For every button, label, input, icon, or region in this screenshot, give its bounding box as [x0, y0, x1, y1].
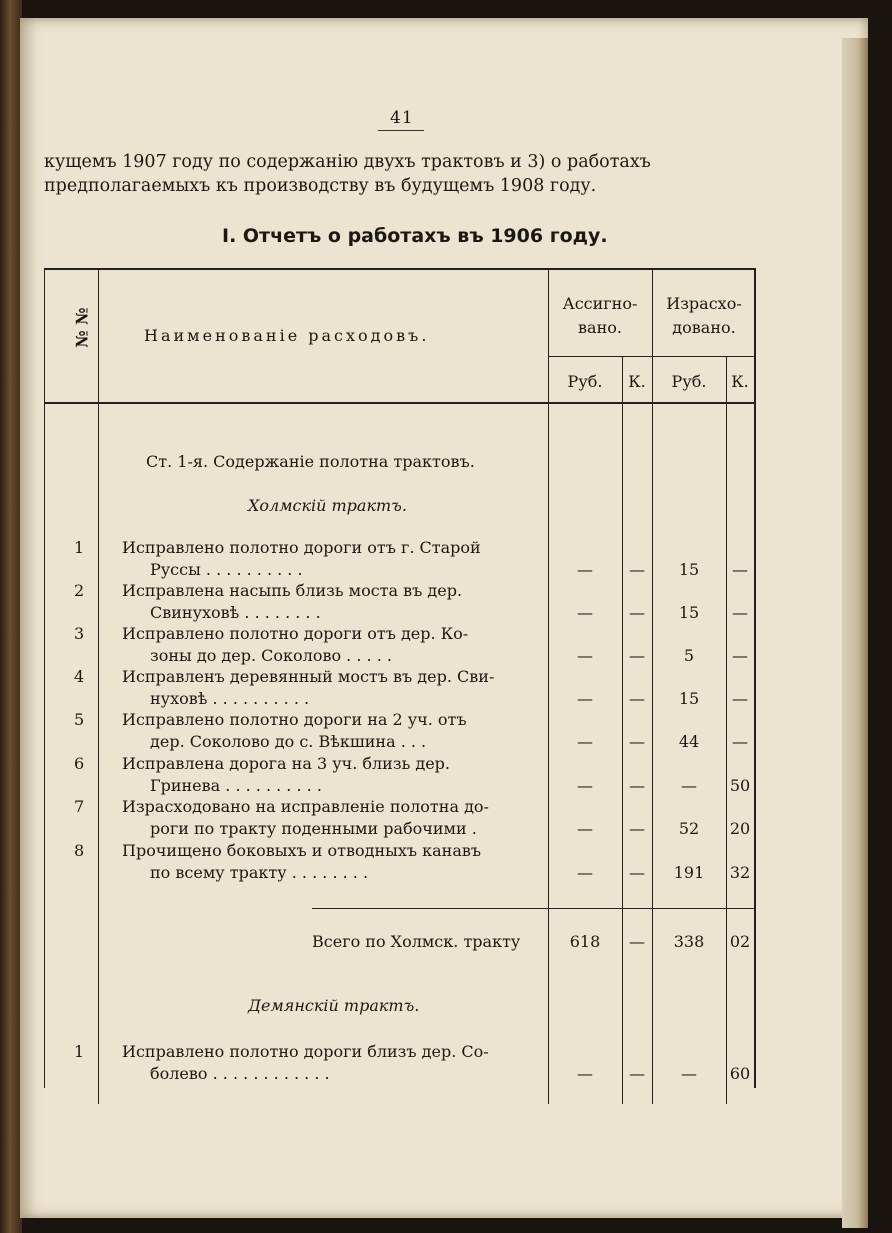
assigned-rub: —: [577, 603, 593, 622]
spent-kop: —: [732, 689, 748, 708]
tract-heading-kholm: Холмскій трактъ.: [248, 496, 407, 515]
subheader-rule: [548, 356, 754, 357]
spent-rub: 15: [678, 689, 700, 708]
intro-line-1: кущемъ 1907 году по содержанію двухъ трактовъ и 3) о работахъ: [44, 152, 651, 172]
article-heading: Ст. 1-я. Содержаніе полотна трактовъ.: [146, 452, 475, 471]
assigned-kop-rule: [622, 356, 623, 1104]
row-desc-2: Гринева . . . . . . . . . .: [150, 776, 322, 795]
header-spent-2: довано.: [672, 318, 736, 337]
total-label: Всего по Холмск. тракту: [312, 932, 521, 951]
row-num: 6: [74, 754, 85, 773]
spent-kop-rule: [726, 356, 727, 1104]
header-num: № №: [72, 307, 92, 348]
assigned-kop: —: [629, 1064, 645, 1083]
page-number: 41: [390, 108, 414, 128]
assigned-kop: —: [629, 863, 645, 882]
spent-rub: 15: [678, 603, 700, 622]
spent-kop: 50: [729, 776, 751, 795]
row-desc-2: по всему тракту . . . . . . . .: [150, 863, 369, 882]
row-desc-1: Исправлена дорога на 3 уч. близь дер.: [122, 754, 451, 773]
row-num: 7: [74, 797, 85, 816]
row-desc-1: Исправлено полотно дороги отъ г. Старой: [122, 538, 481, 557]
spent-kop: —: [732, 732, 748, 751]
num-col-rule: [98, 268, 99, 1104]
spent-rub: 15: [678, 560, 700, 579]
spent-rub: —: [681, 776, 697, 795]
row-desc-2: зоны до дер. Соколово . . . . .: [150, 646, 392, 665]
spent-rub: 52: [678, 819, 700, 838]
assigned-col-rule: [652, 268, 653, 1104]
assigned-kop: —: [629, 646, 645, 665]
total-assigned-kop: —: [629, 932, 645, 951]
row-desc-1: Исправлена насыпь близь моста въ дер.: [122, 581, 463, 600]
row-num: 2: [74, 581, 85, 600]
spent-kop: —: [732, 646, 748, 665]
row-num: 8: [74, 841, 85, 860]
header-name: Наименованіе расходовъ.: [144, 326, 430, 345]
table-right-rule: [754, 268, 756, 1088]
assigned-kop: —: [629, 732, 645, 751]
assigned-kop: —: [629, 776, 645, 795]
row-num: 4: [74, 667, 85, 686]
row-desc-1: Исправленъ деревянный мостъ въ дер. Сви-: [122, 667, 495, 686]
assigned-rub: —: [577, 863, 593, 882]
assigned-rub: —: [577, 732, 593, 751]
spent-rub: 44: [678, 732, 700, 751]
spent-rub: 5: [683, 646, 695, 665]
assigned-rub: —: [577, 646, 593, 665]
assigned-kop: —: [629, 560, 645, 579]
row-desc-2: Свинуховѣ . . . . . . . .: [150, 603, 321, 622]
row-num: 3: [74, 624, 85, 643]
assigned-rub: —: [577, 1064, 593, 1083]
table-left-rule: [44, 268, 45, 1088]
row-desc-2: болево . . . . . . . . . . . .: [150, 1064, 330, 1083]
table-top-rule: [44, 268, 756, 270]
total-spent-kop: 02: [729, 932, 751, 951]
assigned-rub: —: [577, 689, 593, 708]
row-desc-1: Исправлено полотно дороги на 2 уч. отъ: [122, 710, 467, 729]
assigned-kop: —: [629, 603, 645, 622]
row-desc-1: Исправлено полотно дороги близъ дер. Со-: [122, 1042, 489, 1061]
row-num: 1: [74, 538, 85, 557]
page-number-underline: [378, 130, 424, 131]
subtotal-rule: [312, 908, 756, 909]
row-desc-2: нуховѣ . . . . . . . . . .: [150, 689, 310, 708]
header-assigned-2: вано.: [578, 318, 622, 337]
header-assigned-1: Ассигно-: [562, 294, 638, 313]
spent-rub: 191: [673, 863, 705, 882]
header-spent-kop: К.: [731, 372, 749, 391]
assigned-rub: —: [577, 819, 593, 838]
assigned-kop: —: [629, 689, 645, 708]
header-spent-1: Израсхо-: [666, 294, 742, 313]
row-desc-1: Израсходовано на исправленіе полотна до-: [122, 797, 489, 816]
row-desc-1: Исправлено полотно дороги отъ дер. Ко-: [122, 624, 469, 643]
row-desc-2: роги по тракту поденными рабочими .: [150, 819, 477, 838]
name-col-rule: [548, 268, 549, 1104]
spent-kop: 32: [729, 863, 751, 882]
spent-kop: —: [732, 560, 748, 579]
row-num: 5: [74, 710, 85, 729]
assigned-rub: —: [577, 560, 593, 579]
book-spine: [0, 0, 22, 1233]
header-assigned-kop: К.: [628, 372, 646, 391]
tract-heading-demyansk: Демянскій трактъ.: [248, 996, 420, 1015]
section-title: I. Отчетъ о работахъ въ 1906 году.: [222, 225, 608, 247]
page-edge: [842, 38, 868, 1228]
header-assigned-rub: Руб.: [567, 372, 603, 391]
spent-kop: 60: [729, 1064, 751, 1083]
header-bottom-rule: [44, 402, 756, 404]
header-spent-rub: Руб.: [671, 372, 707, 391]
spent-rub: —: [681, 1064, 697, 1083]
spent-kop: —: [732, 603, 748, 622]
total-assigned-rub: 618: [569, 932, 601, 951]
assigned-rub: —: [577, 776, 593, 795]
row-num: 1: [74, 1042, 85, 1061]
row-desc-2: дер. Соколово до с. Вѣкшина . . .: [150, 732, 427, 751]
row-desc-2: Руссы . . . . . . . . . .: [150, 560, 303, 579]
intro-line-2: предполагаемыхъ къ производству въ будущемъ 1908 году.: [44, 176, 597, 196]
assigned-kop: —: [629, 819, 645, 838]
row-desc-1: Прочищено боковыхъ и отводныхъ канавъ: [122, 841, 482, 860]
spent-kop: 20: [729, 819, 751, 838]
total-spent-rub: 338: [673, 932, 705, 951]
